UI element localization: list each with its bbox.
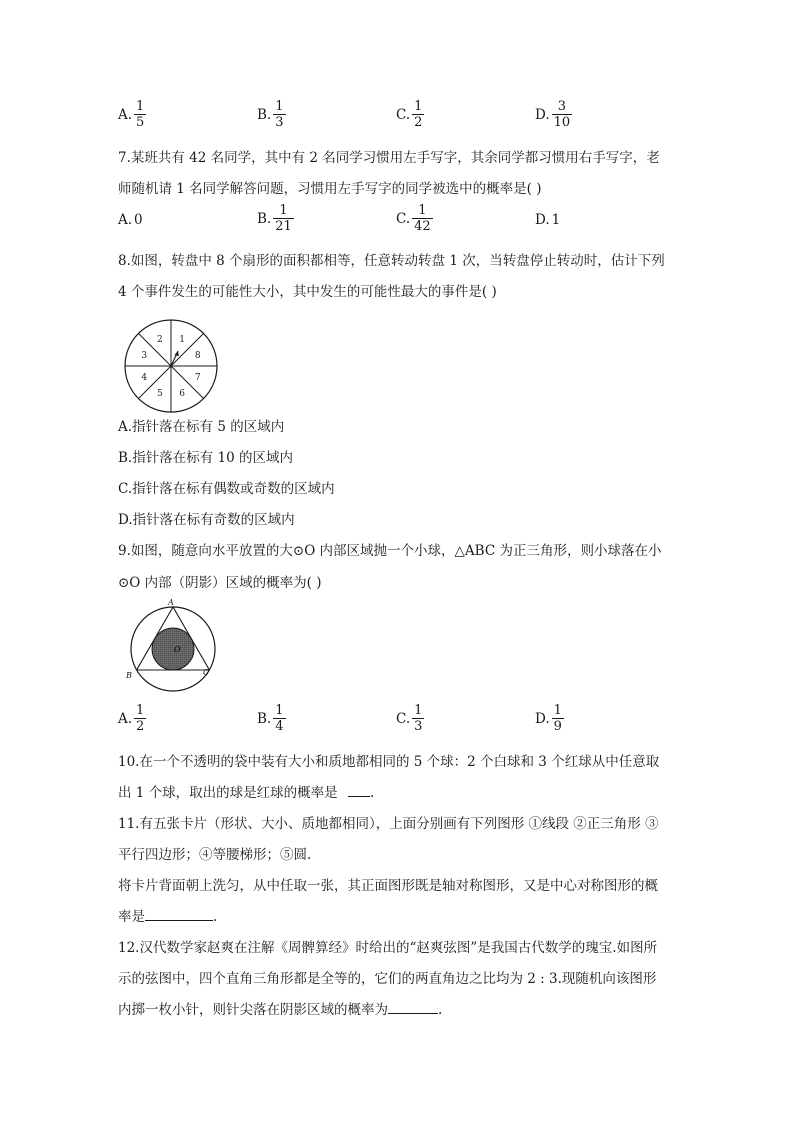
q6-option-b[interactable]: B. $\frac{1}{3}$	[257, 99, 284, 130]
q7-stem-line1: 7.某班共有 42 名同学，其中有 2 名同学习惯用左手写字，其余同学都习惯用右手写字，老	[118, 150, 660, 166]
q9-option-c[interactable]: C. $\frac{1}{3}$	[396, 703, 423, 734]
q11-stem-line2: 平行四边形；④等腰梯形；⑤圆.	[118, 847, 312, 863]
q7-option-c[interactable]: C. $\frac{1}{42}$	[396, 203, 431, 234]
q9-option-a[interactable]: A. $\frac{1}{2}$	[118, 703, 145, 734]
q12-stem-line2: 示的弦图中，四个直角三角形都是全等的，它们的两直角边之比均为 2 : 3.现随机向该图形	[118, 971, 657, 987]
q11-stem-line3: 将卡片背面朝上洗匀，从中任取一张，其正面图形既是轴对称图形，又是中心对称图形的概	[118, 878, 658, 894]
small-circle-shaded	[152, 628, 194, 670]
label-c: C	[203, 668, 210, 677]
q7-option-b[interactable]: B. $\frac{1}{21}$	[257, 203, 292, 234]
spinner-label: 2	[157, 335, 163, 346]
spinner-label: 7	[194, 373, 201, 384]
q7-option-d[interactable]: D. 1	[535, 212, 561, 228]
q7-option-a[interactable]: A. 0	[118, 212, 143, 228]
q10-answer-blank[interactable]	[348, 796, 370, 797]
q11-stem-line4: 率是 .	[118, 909, 218, 925]
spinner-label: 4	[141, 373, 148, 384]
q9-stem-line1: 9.如图，随意向水平放置的大⊙O 内部区域抛一个小球，△ABC 为正三角形，则小球落在小	[118, 543, 662, 559]
q10-stem-line2: 出 1 个球，取出的球是红球的概率是 .	[118, 785, 375, 801]
q8-stem-line2: 4 个事件发生的可能性大小，其中发生的可能性最大的事件是( )	[118, 284, 497, 300]
spinner-label: 1	[179, 335, 185, 346]
q12-stem-line1: 12.汉代数学家赵爽在注解《周髀算经》时给出的“赵爽弦图”是我国古代数学的瑰宝.如图所	[118, 940, 658, 956]
fraction: $\frac{1}{4}$	[275, 703, 284, 734]
q6-option-a[interactable]: A. $\frac{1}{5}$	[118, 99, 145, 130]
spinner-label: 5	[157, 388, 163, 399]
fraction: $\frac{1}{9}$	[553, 703, 562, 734]
q10-stem-line1: 10.在一个不透明的袋中装有大小和质地都相同的 5 个球：2 个白球和 3 个红球从中任意取	[118, 754, 660, 770]
label-o: O	[174, 645, 181, 654]
fraction: $\frac{1}{3}$	[275, 99, 284, 130]
q7-stem-line2: 师随机请 1 名同学解答问题，习惯用左手写字的同学被选中的概率是( )	[118, 181, 542, 197]
q9-option-b[interactable]: B. $\frac{1}{4}$	[257, 703, 284, 734]
q12-stem-line3: 内掷一枚小针，则针尖落在阴影区域的概率为 .	[118, 1002, 443, 1018]
q9-stem-line2: ⊙O 内部（阴影）区域的概率为( )	[118, 575, 322, 591]
spinner-label: 6	[179, 388, 185, 399]
spinner-pointer	[171, 351, 179, 366]
q6-option-d[interactable]: D. $\frac{3}{10}$	[535, 99, 571, 130]
circle-triangle-figure	[118, 599, 222, 693]
fraction: $\frac{1}{5}$	[136, 99, 145, 130]
q8-option-b[interactable]: B.指针落在标有 10 的区域内	[118, 450, 293, 466]
fraction: $\frac{3}{10}$	[553, 99, 571, 130]
fraction: $\frac{1}{42}$	[414, 203, 431, 234]
q6-option-c[interactable]: C. $\frac{1}{2}$	[396, 99, 423, 130]
fraction: $\frac{1}{2}$	[414, 99, 423, 130]
spinner-label: 8	[194, 350, 201, 361]
fraction: $\frac{1}{21}$	[275, 203, 292, 234]
q12-answer-blank[interactable]	[388, 1013, 438, 1014]
spinner-label: 3	[141, 350, 148, 361]
fraction: $\frac{1}{3}$	[414, 703, 423, 734]
label-b: B	[126, 671, 132, 680]
q8-option-a[interactable]: A.指针落在标有 5 的区域内	[118, 419, 285, 435]
q11-answer-blank[interactable]	[145, 920, 213, 921]
q8-stem-line1: 8.如图，转盘中 8 个扇形的面积都相等，任意转动转盘 1 次，当转盘停止转动时，估计下列	[118, 253, 665, 269]
q9-option-d[interactable]: D. $\frac{1}{9}$	[535, 703, 562, 734]
q8-option-d[interactable]: D.指针落在标有奇数的区域内	[118, 512, 295, 528]
fraction: $\frac{1}{2}$	[136, 703, 145, 734]
spinner-figure	[122, 318, 222, 418]
q11-stem-line1: 11.有五张卡片（形状、大小、质地都相同），上面分别画有下列图形 ①线段 ②正三角形 ③	[118, 816, 659, 832]
label-a: A	[168, 599, 174, 607]
q8-option-c[interactable]: C.指针落在标有偶数或奇数的区域内	[118, 481, 335, 497]
